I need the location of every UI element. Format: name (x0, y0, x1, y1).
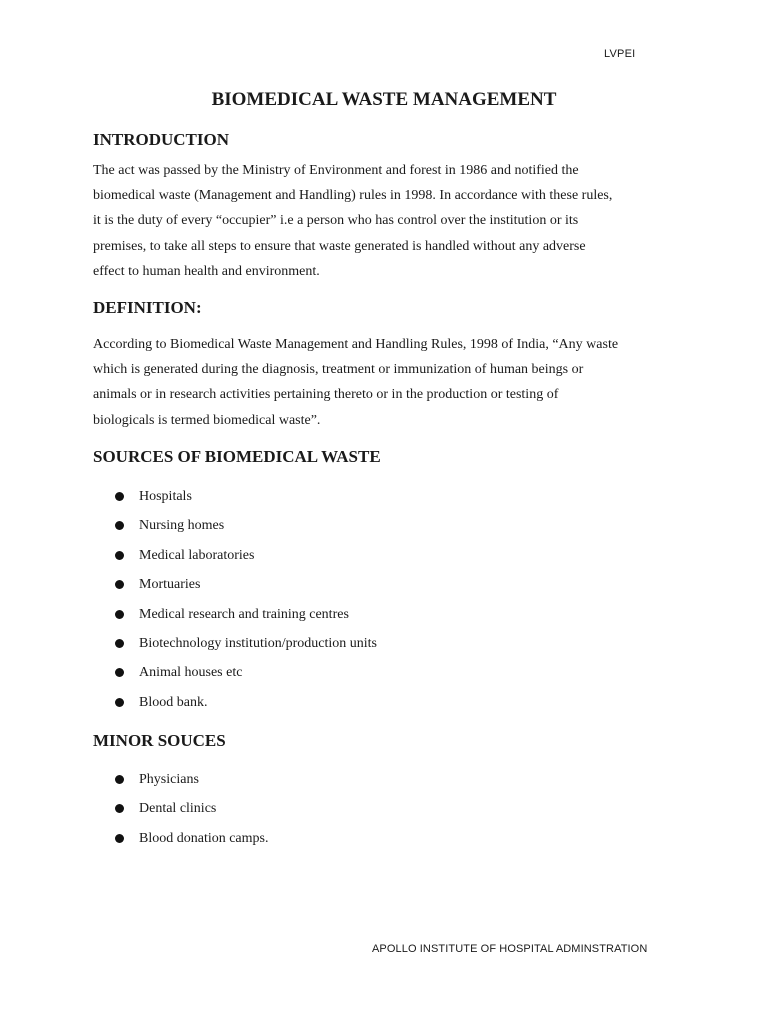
list-item (93, 770, 269, 799)
list-item (93, 516, 377, 545)
minor-sources-heading: MINOR SOUCES (93, 731, 226, 750)
list-item-label: Medical research and training centres (139, 606, 349, 622)
introduction-line: premises, to take all steps to ensure that waste generated is handled without any adverse (93, 238, 586, 254)
sources-heading: SOURCES OF BIOMEDICAL WASTE (93, 447, 381, 466)
definition-heading: DEFINITION: (93, 298, 202, 317)
bullet-icon (115, 804, 124, 813)
list-item-label: Blood donation camps. (139, 830, 269, 846)
definition-paragraph (93, 332, 683, 433)
bullet-icon (115, 610, 124, 619)
definition-line: According to Biomedical Waste Management and Handling Rules, 1998 of India, “Any waste (93, 337, 619, 352)
minor-sources-list (93, 770, 269, 858)
bullet-icon (115, 668, 124, 677)
introduction-line: effect to human health and environment. (93, 263, 320, 279)
introduction-line: biomedical waste (Management and Handling) rules in 1998. In accordance with these rules, (93, 188, 613, 204)
list-item (93, 487, 377, 516)
list-item-label: Animal houses etc (139, 665, 243, 681)
list-item-label: Physicians (139, 772, 199, 787)
list-item-label: Medical laboratories (139, 547, 255, 563)
definition-line: biologicals is termed biomedical waste”. (93, 412, 321, 428)
list-item-label: Blood bank. (139, 694, 208, 710)
list-item-label: Nursing homes (139, 518, 225, 534)
list-item (93, 663, 377, 692)
list-item (93, 799, 269, 828)
list-item-label: Mortuaries (139, 577, 201, 593)
list-item (93, 575, 377, 604)
bullet-icon (115, 775, 124, 784)
bullet-icon (115, 551, 124, 560)
list-item (93, 693, 377, 722)
definition-line: which is generated during the diagnosis, treatment or immunization of human beings or (93, 362, 584, 378)
document-title: BIOMEDICAL WASTE MANAGEMENT (211, 89, 557, 110)
bullet-icon (115, 834, 124, 843)
list-item (93, 634, 377, 663)
bullet-icon (115, 698, 124, 707)
introduction-paragraph (93, 158, 683, 284)
list-item-label: Dental clinics (139, 801, 217, 817)
bullet-icon (115, 492, 124, 501)
list-item-label: Biotechnology institution/production units (139, 635, 377, 651)
bullet-icon (115, 639, 124, 648)
introduction-heading: INTRODUCTION (93, 130, 230, 149)
bullet-icon (115, 521, 124, 530)
list-item (93, 829, 269, 858)
header-org: LVPEI (604, 48, 636, 60)
bullet-icon (115, 580, 124, 589)
footer-institute: APOLLO INSTITUTE OF HOSPITAL ADMINSTRATION (372, 943, 648, 955)
list-item (93, 546, 377, 575)
introduction-line: The act was passed by the Ministry of Environment and forest in 1986 and notified the (93, 163, 579, 178)
introduction-line: it is the duty of every “occupier” i.e a person who has control over the institution or its (93, 213, 579, 229)
definition-line: animals or in research activities pertaining thereto or in the production or testing of (93, 387, 559, 403)
list-item-label: Hospitals (139, 489, 192, 504)
list-item (93, 605, 377, 634)
sources-list (93, 487, 377, 722)
